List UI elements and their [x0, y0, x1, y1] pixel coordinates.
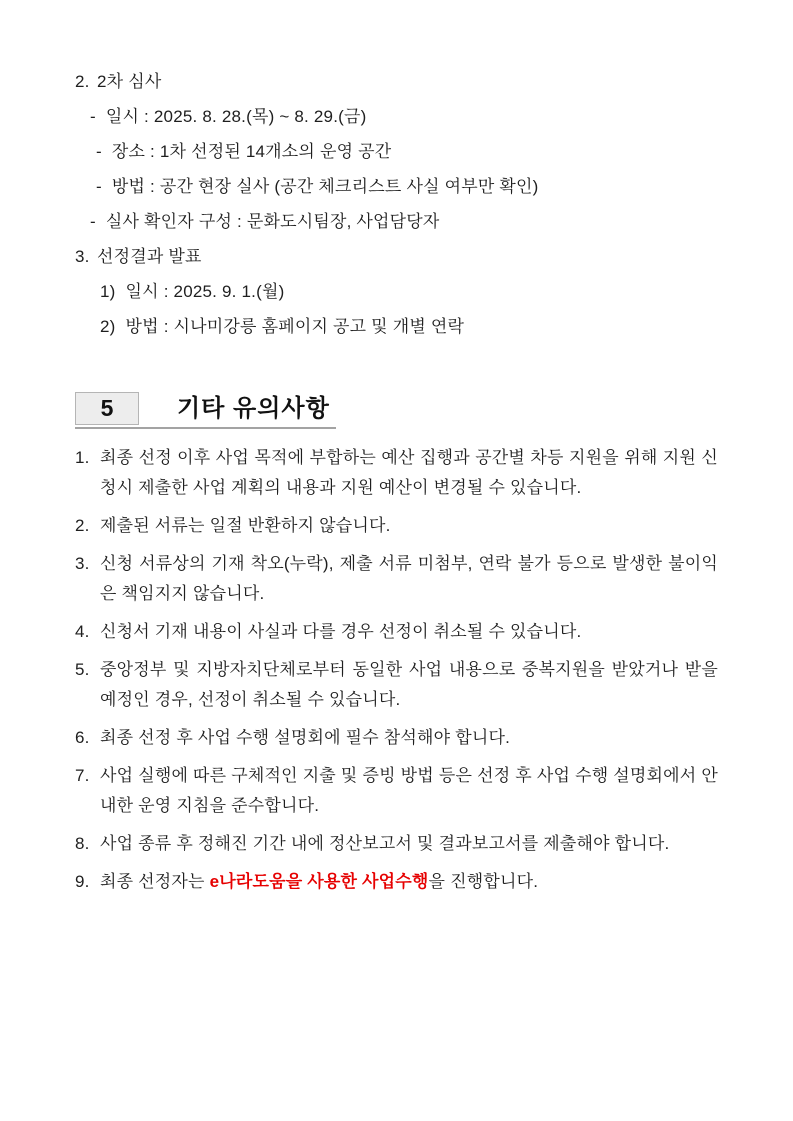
notice-text: 최종 선정 이후 사업 목적에 부합하는 예산 집행과 공간별 차등 지원을 위해 지원 신청시 제출한 사업 계획의 내용과 지원 예산이 변경될 수 있습니다.: [100, 448, 718, 497]
notice-text: 사업 실행에 따른 구체적인 지출 및 증빙 방법 등은 선정 후 사업 수행 설명회에서 안내한 운영 지침을 준수합니다.: [100, 766, 718, 815]
sub-item: [96, 169, 718, 204]
notice-text-suffix: 을 진행합니다.: [428, 872, 539, 891]
notice-text: 신청 서류상의 기재 착오(누락), 제출 서류 미첨부, 연락 불가 등으로 발생한 불이익은 책임지지 않습니다.: [100, 554, 718, 603]
item-number: 3.: [75, 247, 90, 266]
highlighted-text: e나라도움을 사용한 사업수행: [209, 872, 429, 891]
notice-text: 중앙정부 및 지방자치단체로부터 동일한 사업 내용으로 중복지원을 받았거나 받을 예정인 경우, 선정이 취소될 수 있습니다.: [100, 660, 718, 709]
number-marker: 1): [100, 282, 116, 301]
notice-text-prefix: 최종 선정자는: [100, 872, 210, 891]
dash-marker: -: [90, 212, 96, 231]
dash-marker: -: [90, 107, 96, 126]
sub-item-text: 장소 : 1차 선정된 14개소의 운영 공간: [111, 142, 392, 161]
item-number: 2.: [75, 516, 90, 535]
section-header: [75, 392, 336, 429]
item-title: 2차 심사: [97, 72, 162, 91]
sub-item-text: 일시 : 2025. 8. 28.(목) ~ 8. 29.(금): [105, 107, 367, 126]
sub-item-text: 방법 : 시나미강릉 홈페이지 공고 및 개별 연락: [125, 317, 465, 336]
dash-marker: -: [96, 177, 102, 196]
notice-item: [75, 655, 718, 715]
dash-marker: -: [96, 142, 102, 161]
notice-item: [75, 723, 718, 753]
item-number: 3.: [75, 554, 90, 573]
list-item: [75, 64, 718, 99]
sub-item: [100, 309, 718, 344]
notice-text: 신청서 기재 내용이 사실과 다를 경우 선정이 취소될 수 있습니다.: [100, 622, 582, 641]
notice-item: [75, 511, 718, 541]
sub-item: [90, 204, 718, 239]
notice-item: [75, 867, 718, 897]
section-number-badge: 5: [75, 392, 139, 425]
sub-item: [100, 274, 718, 309]
item-number: 9.: [75, 872, 90, 891]
item-number: 1.: [75, 448, 90, 467]
notice-item: [75, 617, 718, 647]
notice-item: [75, 549, 718, 609]
notice-text: 최종 선정 후 사업 수행 설명회에 필수 참석해야 합니다.: [100, 728, 510, 747]
notice-text: 사업 종류 후 정해진 기간 내에 정산보고서 및 결과보고서를 제출해야 합니다.: [100, 834, 670, 853]
item-title: 선정결과 발표: [97, 247, 202, 266]
section-title: 기타 유의사항: [177, 395, 330, 422]
item-number: 5.: [75, 660, 90, 679]
notice-text: 제출된 서류는 일절 반환하지 않습니다.: [100, 516, 391, 535]
sub-item: [96, 134, 718, 169]
item-number: 8.: [75, 834, 90, 853]
sub-item-text: 방법 : 공간 현장 실사 (공간 체크리스트 사실 여부만 확인): [111, 177, 539, 196]
notice-item: [75, 761, 718, 821]
item-number: 4.: [75, 622, 90, 641]
list-item: [75, 239, 718, 274]
notice-list: [75, 443, 718, 897]
sub-item-text: 일시 : 2025. 9. 1.(월): [125, 282, 285, 301]
item-number: 7.: [75, 766, 90, 785]
review-schedule-section: [75, 64, 718, 344]
number-marker: 2): [100, 317, 116, 336]
sub-item: [90, 99, 718, 134]
notice-item: [75, 829, 718, 859]
sub-item-text: 실사 확인자 구성 : 문화도시팀장, 사업담당자: [105, 212, 440, 231]
notice-item: [75, 443, 718, 503]
notice-text: [100, 867, 718, 897]
item-number: 6.: [75, 728, 90, 747]
item-number: 2.: [75, 72, 90, 91]
